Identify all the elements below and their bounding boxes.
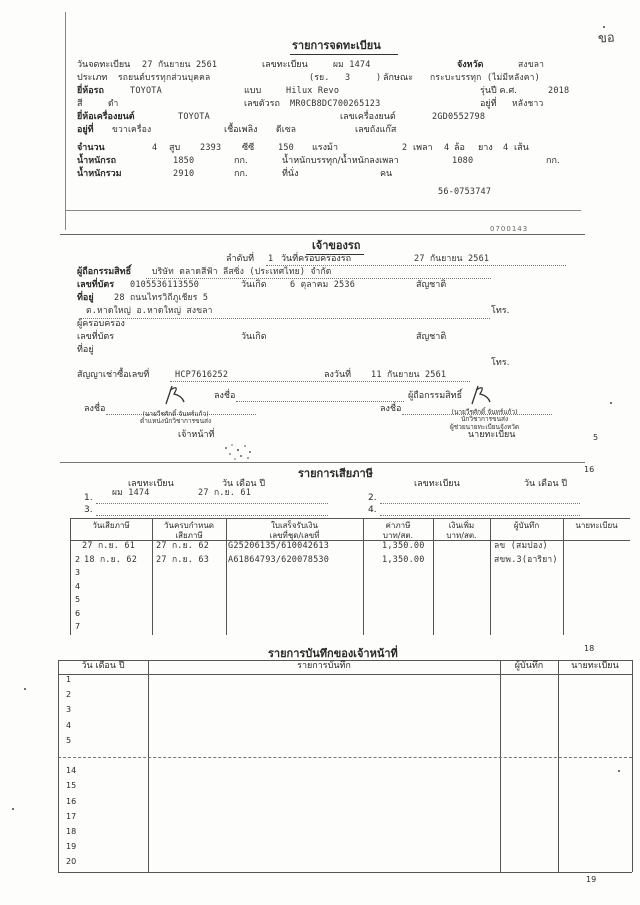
fuel-value: ดีเซล [276,125,297,135]
possessor-nat-label: สัญชาติ [416,332,447,342]
cyl-label: สูบ [169,143,181,153]
addr-dotline [80,318,490,319]
tax-row-receipt: G25206135/610042613 [228,541,330,551]
hp-value: 150 [278,143,294,153]
tax-regno-header: เลขทะเบียน [128,479,174,489]
registration-title: รายการจดทะเบียน [292,39,381,52]
weight-value: 1850 [173,156,195,166]
speck [24,688,26,690]
possessor-tel-label: โทร. [491,358,510,368]
page-mark-18: 18 [584,644,595,653]
tax-row-due: 27 ก.ย. 63 [156,554,210,565]
cc-value: 2393 [200,143,222,153]
count-label: จำนวน [77,143,105,153]
tires-value: 4 [503,143,509,153]
total-value: 2910 [173,169,195,179]
contract-value: HCP7616252 [175,370,229,380]
addr2-value: ต.หาดใหญ่ อ.หาดใหญ่ สงขลา [86,306,213,316]
tax-dmy-header: วัน เดือน ปี [222,479,266,489]
load-value: 1080 [452,156,474,166]
tax-row-due: 27 ก.ย. 62 [156,541,210,551]
holder-label: ผู้ถือกรรมสิทธิ์ [77,267,132,277]
engine-no-value: 2GD0552798 [432,112,486,122]
stub-number: 0700143 [490,225,529,233]
seq-value: 1 [268,254,274,264]
tax-row-paid: 27 ก.ย. 61 [82,541,136,551]
tires-label: เส้น [514,143,529,153]
possessor-addr-label: ที่อยู่ [77,345,94,355]
corner-handwriting: ขอ [597,30,616,47]
tax-row-amount: 1,350.00 [382,554,425,565]
hist-1-date: 27 ก.ย. 61 [198,488,252,498]
engine-no-label: เลขเครื่องยนต์ [340,112,396,122]
hist-1-regno: ผม 1474 [112,488,150,498]
notes-row-number: 20 [66,857,77,867]
tax-row-receipt: A61864793/620078530 [228,554,330,565]
notes-row-number: 2 [66,690,72,700]
notes-header-0: วัน เดือน ปี [81,661,125,671]
hist-3-n: 3. [84,505,93,515]
tax-row-amount: 1,350.00 [382,541,425,551]
speck [610,402,612,404]
code-close: ) [376,73,382,83]
sign-label-1: ลงชื่อ [214,391,236,401]
section-left-border [65,12,66,230]
axle-value: 2 [402,143,408,153]
id-label: เลขที่บัตร [77,280,115,290]
reg-no-value: ผม 1474 [333,60,371,70]
tax-title: รายการเสียภาษี [298,467,373,480]
chassis-label: เลขตัวรถ [244,99,280,109]
tax-table-col-line [563,518,564,635]
type-label: ประเภท [77,73,108,83]
engine-at-label: อยู่ที่ [77,125,94,135]
sig-holder-label: ผู้ถือกรรมสิทธิ์ [408,391,463,401]
notes-row-number: 17 [66,811,77,821]
brand-label: ยี่ห้อรถ [77,86,104,96]
birth-value: 6 ตุลาคม 2536 [290,280,356,290]
speck [12,808,14,810]
code-value: 3 [345,73,351,83]
seats-label: ที่นั่ง [282,169,299,179]
notes-table-head-bottom [58,674,632,675]
province-value: สงขลา [518,60,545,70]
notes-row-number: 14 [66,766,77,776]
id-value: 0105536113550 [130,280,200,290]
tax-header-5: ผู้บันทึก [513,521,540,530]
wheels-value: 4 [444,143,450,153]
notes-table-col-line [500,660,501,872]
notes-row-number: 3 [66,705,72,715]
registrar-stamp-line-3: ผู้ช่วยนายทะเบียนจังหวัด [450,422,520,431]
tax-header-4: เงินเพิ่ม บาท/สต. [446,521,477,540]
speck [603,26,605,28]
nat-label: สัญชาติ [416,280,447,290]
contract-dotline [170,381,470,382]
notes-row-number: 19 [66,842,77,852]
owner-title: เจ้าของรถ [312,239,361,252]
model-value: Hilux Revo [286,86,340,96]
hist-dotline-3 [96,515,328,516]
tax-header-0: วันเสียภาษี [92,521,130,530]
tax-header-1: วันครบกำหนด เสียภาษี [164,521,214,540]
registrar-stamp-line-1: (นายวีรศักดิ์ จันทร์แก้ว) [451,408,518,416]
page-mark-5: 5 [593,433,599,442]
notes-title: รายการบันทึกของเจ้าหน้าที่ [268,647,398,660]
section-divider-2 [60,234,585,235]
tax-top-line [60,462,585,463]
registrar-stamp [450,409,519,431]
wheels-label: ล้อ [454,143,465,153]
load-label: น้ำหนักบรรทุก/น้ำหนักลงเพลา [282,156,399,166]
cyl-value: 4 [152,143,158,153]
brand-value: TOYOTA [130,86,162,96]
possess-value: 27 กันยายน 2561 [414,254,490,264]
tax-row-paid: 18 ก.ย. 62 [84,554,138,565]
contract-label: สัญญาเช่าซื้อเลขที่ [77,370,150,380]
notes-row-number: 4 [66,720,72,730]
province-label: จังหวัด [457,60,484,70]
possess-dotline [266,265,566,266]
type-value: รถยนต์บรรทุกส่วนบุคคล [118,73,211,83]
sign-label-3: ลงชื่อ [380,404,402,414]
hist-4-n: 4. [368,505,377,515]
registrar-stamp-line-2: นักวิชาการขนส่ง [460,415,509,424]
addr1-value: 28 ถนนไทรวิถีภูเชียร 5 [114,293,209,303]
birth-label: วันเกิด [241,280,267,290]
notes-row-number: 1 [66,675,72,684]
tax-row-number: 7 [75,622,81,631]
officer-stamp [140,411,211,426]
tax-row-number: 5 [75,595,81,604]
tire-label: ยาง [478,143,493,153]
reg-date-value: 27 กันยายน 2561 [142,60,218,70]
tax-header-3: ค่าภาษี บาท/สต. [382,521,414,540]
tax-table-col-line [490,518,491,635]
page-mark-19: 19 [586,875,597,884]
serial-number: 56-0753747 [438,187,492,197]
notes-page-break [58,757,632,758]
tax-row-number: 3 [75,568,81,577]
speck [618,770,620,772]
hist-dotline-2 [380,503,580,504]
tax-row-number: 6 [75,608,81,618]
tax-table-col-line [152,518,153,635]
tax-row-recorder: สขพ.3(อาริยา) [494,554,558,565]
char-label: ลักษณะ [383,73,414,83]
sign-label-2: ลงชื่อ [84,404,106,414]
signature-scrawl-1 [160,382,190,408]
possess-label: วันที่ครอบครองรถ [281,254,352,264]
officer-label: เจ้าหน้าที่ [178,430,215,440]
load-kg: กก. [546,156,560,166]
year-value: 2018 [548,86,570,96]
weight-label: น้ำหนักรถ [77,156,117,166]
addr-label: ที่อยู่ [77,293,94,303]
officer-stamp-line-2: ตำแหน่งนักวิชาการขนส่ง [140,417,212,426]
tax-table-col-line [226,518,227,635]
sign-dotline-1 [236,401,404,402]
char-value: กระบะบรรทุก (ไม่มีหลังคา) [430,73,540,83]
code-open: (รย. [309,73,330,83]
seq-label: ลำดับที่ [226,254,255,264]
section-divider [66,210,581,211]
tax-table-col-line [433,518,434,635]
notes-table-col-line [632,660,633,872]
hist-dotline-4 [380,515,580,516]
engine-at-value: ขวาเครื่อง [112,125,152,135]
holder-dotline [146,278,491,279]
tax-dmy-header-2: วัน เดือน ปี [524,479,568,489]
cdate-value: 11 กันยายน 2561 [371,370,447,380]
year-label: รุ่นปี ค.ศ. [480,86,518,96]
color-label: สี [77,99,83,109]
page-mark-16: 16 [584,465,595,474]
tax-regno-header-2: เลขทะเบียน [414,479,460,489]
notes-header-3: นายทะเบียน [571,661,619,671]
tax-header-6: นายทะเบียน [575,521,618,530]
chassis-at-label: อยู่ที่ [480,99,497,109]
signature-scrawl-2 [466,382,496,408]
notes-table-col-line [558,660,559,872]
tel-label: โทร. [491,306,510,316]
notes-table-bottom [58,872,632,873]
hp-label: แรงม้า [312,143,339,153]
possessor-birth-label: วันเกิด [241,332,267,342]
stamp-smudge [220,440,260,464]
notes-row-number: 5 [66,735,72,745]
total-kg: กก. [234,169,248,179]
notes-row-number: 16 [66,796,77,806]
holder-value: บริษัท ตลาดสีฟ้า ลีสซิ่ง (ประเทศไทย) จำกัด [152,267,332,277]
notes-header-2: ผู้บันทึก [514,661,544,671]
weight-kg: กก. [234,156,248,166]
gas-tank-label: เลขถังแก๊ส [355,125,397,135]
notes-row-number: 18 [66,827,77,836]
reg-no-label: เลขทะเบียน [262,60,308,70]
hist-2-n: 2. [368,493,377,503]
hist-1-n: 1. [84,493,93,503]
reg-date-label: วันจดทะเบียน [77,60,131,70]
notes-row-number: 15 [66,781,77,791]
engine-brand-label: ยี่ห้อเครื่องยนต์ [77,112,135,122]
chassis-at-value: หลังชาว [512,99,544,109]
possessor-id-label: เลขที่บัตร [77,332,115,342]
notes-table-col-line [58,660,59,872]
notes-table-col-line [148,660,149,872]
officer-stamp-line-1: (นายวีรศักดิ์ จันทร์แก้ว) [142,410,209,418]
tax-row-recorder: ลข (สมปอง) [494,541,548,551]
model-label: แบบ [244,86,262,96]
engine-brand-value: TOYOTA [178,112,210,122]
axle-label: เพลา [413,143,433,153]
notes-header-1: รายการบันทึก [297,661,351,671]
fuel-label: เชื้อเพลิง [224,125,258,135]
registration-title-underline [290,54,398,55]
possessor-label: ผู้ครอบครอง [77,319,125,329]
cc-label: ซีซี [242,143,255,153]
tax-row-number: 4 [75,581,81,591]
cdate-label: ลงวันที่ [324,370,352,380]
tax-table-top [70,518,630,519]
tax-table-col-line [363,518,364,635]
color-value: ดำ [108,99,119,109]
tax-header-2: ใบเสร็จรับเงิน เลขที่ชุด/เลขที่ [269,521,320,540]
tax-row-number: 2 [75,554,81,564]
tax-table-left [70,518,71,635]
hist-dotline-1 [96,503,328,504]
registrar-label: นายทะเบียน [468,430,516,440]
seats-person: คน [380,169,393,179]
chassis-value: MR0CB8DC700265123 [290,99,381,109]
total-label: น้ำหนักรวม [77,169,122,179]
